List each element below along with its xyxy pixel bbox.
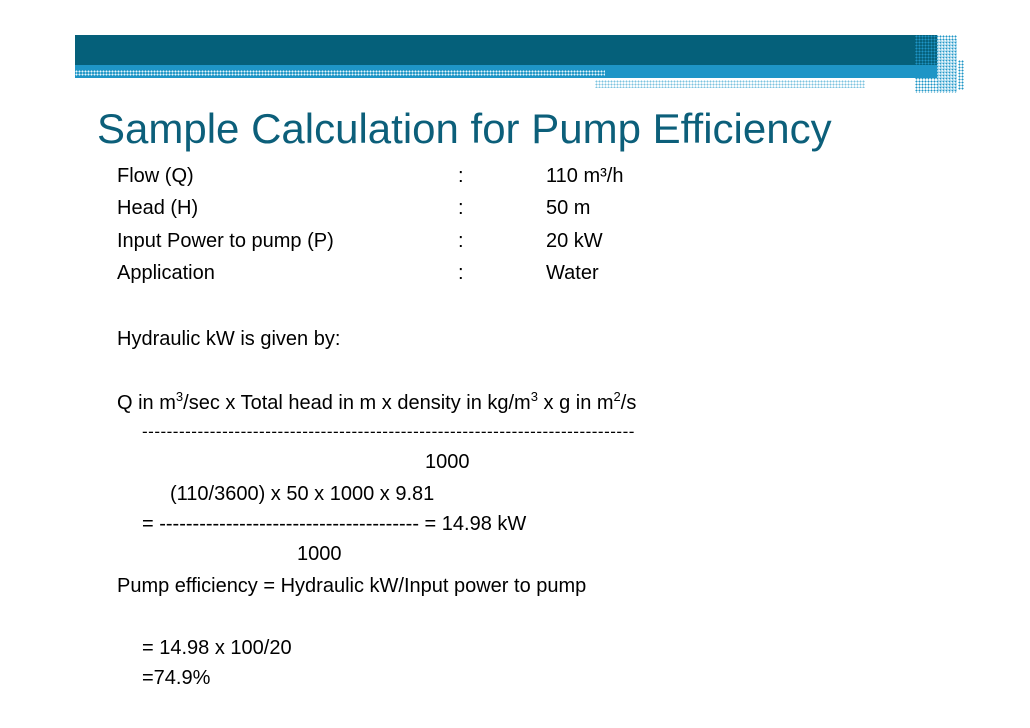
calc-numerator: (110/3600) x 50 x 1000 x 9.81 [170, 483, 435, 505]
application-label: Application [117, 262, 215, 284]
application-colon: : [458, 262, 464, 284]
head-value: 50 m [546, 197, 591, 219]
corner-tile-edge [958, 60, 964, 90]
head-label: Head (H) [117, 197, 199, 219]
efficiency-definition: Pump efficiency = Hydraulic kW/Input power to pump [117, 575, 587, 597]
calc-line: = --------------------------------------- = 14.98 kW [142, 513, 527, 535]
efficiency-calc: = 14.98 x 100/20 [142, 637, 292, 659]
formula-divider: -------------------------------------------------------------------------------- [142, 422, 635, 441]
input-power-label: Input Power to pump (P) [117, 230, 334, 252]
header-band-dark [75, 35, 937, 65]
flow-colon: : [458, 165, 464, 187]
application-value: Water [546, 262, 599, 284]
corner-tile-pattern-light [937, 40, 957, 92]
efficiency-result: =74.9% [142, 667, 211, 689]
calc-denominator: 1000 [297, 543, 342, 565]
hydraulic-intro: Hydraulic kW is given by: [117, 328, 341, 350]
hydraulic-formula: Q in $m^3/\sec$ x Total head in m x density in $kg/m^3$ x g in $m^2/s$ [117, 389, 637, 414]
head-colon: : [458, 197, 464, 219]
flow-label: Flow (Q) [117, 165, 194, 187]
slide-title: Sample Calculation for Pump Efficiency [97, 105, 832, 152]
flow-value: 110 m³/h [546, 165, 624, 187]
formula-denominator: 1000 [425, 451, 470, 473]
header-dot-pattern-lower [595, 80, 865, 88]
input-power-colon: : [458, 230, 464, 252]
header-dot-pattern [75, 70, 605, 76]
input-power-value: 20 kW [546, 230, 603, 252]
